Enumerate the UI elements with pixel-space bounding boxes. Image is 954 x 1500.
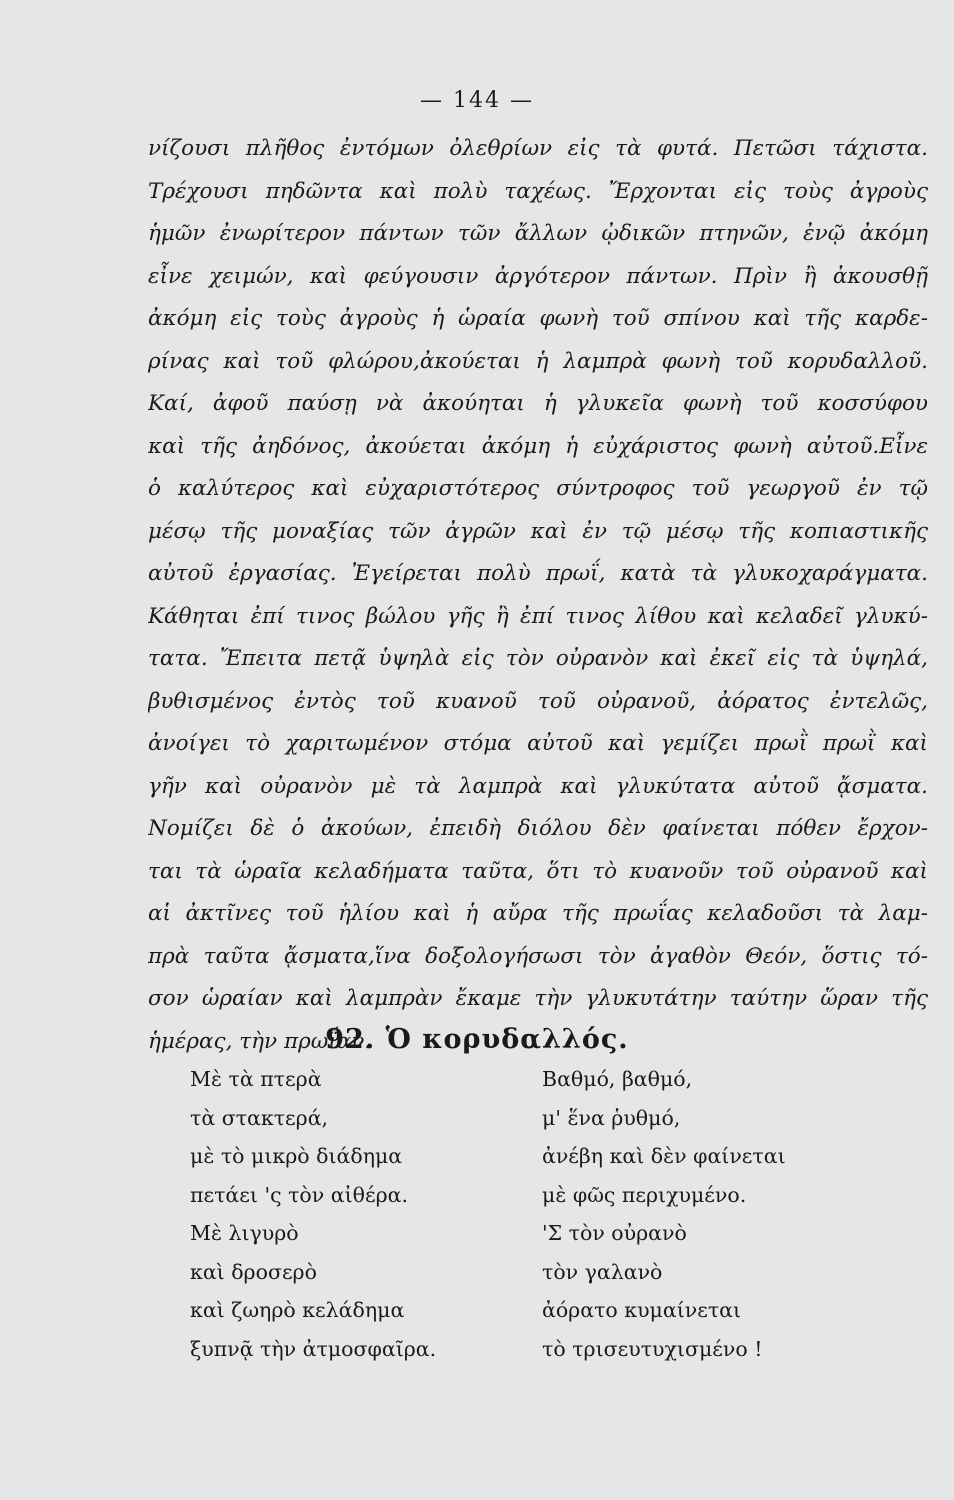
- poem-line: 'Σ τὸν οὐρανὸ: [542, 1221, 687, 1245]
- prose-line: Καί, ἀφοῦ παύσῃ νὰ ἀκούηται ἡ γλυκεῖα φωνὴ τοῦ κοσσύφου: [148, 391, 928, 416]
- poem-line: Μὲ τὰ πτερὰ: [190, 1067, 322, 1091]
- prose-line: αἱ ἀκτῖνες τοῦ ἡλίου καὶ ἡ αὔρα τῆς πρωΐας κελαδοῦσι τὰ λαμ-: [148, 901, 928, 926]
- poem-line: Μὲ λιγυρὸ: [190, 1221, 299, 1245]
- prose-line: ἡμῶν ἐνωρίτερον πάντων τῶν ἄλλων ᾠδικῶν πτηνῶν, ἐνῷ ἀκόμη: [148, 221, 928, 246]
- poem-line: τὸν γαλανὸ: [542, 1259, 663, 1284]
- prose-line: ὁ καλύτερος καὶ εὐχαριστότερος σύντροφος τοῦ γεωργοῦ ἐν τῷ: [148, 476, 928, 501]
- poem-line: καὶ δροσερὸ: [190, 1259, 317, 1284]
- poem-line: τὰ στακτερά,: [190, 1105, 329, 1130]
- poem-line: Βαθμό, βαθμό,: [542, 1067, 693, 1091]
- prose-line: μέσῳ τῆς μοναξίας τῶν ἀγρῶν καὶ ἐν τῷ μέσῳ τῆς κοπιαστικῆς: [148, 518, 928, 544]
- poem-column-right: [542, 1060, 902, 1368]
- section-title: 92. Ὁ κορυδαλλός.: [325, 1024, 629, 1055]
- prose-line: πρὰ ταῦτα ᾄσματα,ἵνα δοξολογήσωσι τὸν ἀγαθὸν Θεόν, ὅστις τό-: [148, 943, 928, 969]
- prose-line: Κάθηται ἐπί τινος βώλου γῆς ἢ ἐπί τινος λίθου καὶ κελαδεῖ γλυκύ-: [148, 603, 928, 629]
- prose-line: ἀκόμη εἰς τοὺς ἀγροὺς ἡ ὡραία φωνὴ τοῦ σπίνου καὶ τῆς καρδε-: [148, 306, 928, 331]
- poem-line: τὸ τρισευτυχισμένο !: [542, 1336, 763, 1361]
- poem-line: μὲ τὸ μικρὸ διάδημα: [190, 1144, 403, 1168]
- prose-line: Νομίζει δὲ ὁ ἀκούων, ἐπειδὴ διόλου δὲν φαίνεται πόθεν ἔρχον-: [148, 816, 928, 841]
- prose-line: γῆν καὶ οὐρανὸν μὲ τὰ λαμπρὰ καὶ γλυκύτατα αὐτοῦ ᾄσματα.: [148, 773, 928, 799]
- prose-line: ἡμέρας, τὴν πρωΐαν.: [148, 1028, 372, 1054]
- prose-line: ρίνας καὶ τοῦ φλώρου,ἀκούεται ἡ λαμπρὰ φωνὴ τοῦ κορυδαλλοῦ.: [148, 348, 928, 374]
- page-number: — 144 —: [420, 88, 534, 113]
- prose-line: νίζουσι πλῆθος ἐντόμων ὀλεθρίων εἰς τὰ φυτά. Πετῶσι τάχιστα.: [148, 136, 928, 161]
- poem-column-left: [190, 1060, 520, 1368]
- prose-line: σον ὡραίαν καὶ λαμπρὰν ἔκαμε τὴν γλυκυτάτην ταύτην ὥραν τῆς: [148, 986, 928, 1011]
- poem-line: μ' ἕνα ῥυθμό,: [542, 1105, 681, 1130]
- poem-line: ξυπνᾷ τὴν ἀτμοσφαῖρα.: [190, 1336, 437, 1361]
- prose-line: ται τὰ ὡραῖα κελαδήματα ταῦτα, ὅτι τὸ κυανοῦν τοῦ οὐρανοῦ καὶ: [148, 858, 928, 884]
- poem-line: ἀνέβη καὶ δὲν φαίνεται: [542, 1144, 786, 1168]
- prose-line: καὶ τῆς ἀηδόνος, ἀκούεται ἀκόμη ἡ εὐχάριστος φωνὴ αὐτοῦ.Εἶνε: [148, 433, 928, 459]
- prose-line: εἶνε χειμών, καὶ φεύγουσιν ἀργότερον πάντων. Πρὶν ἢ ἀκουσθῇ: [148, 263, 928, 289]
- prose-line: αὐτοῦ ἐργασίας. Ἐγείρεται πολὺ πρωΐ, κατὰ τὰ γλυκοχαράγματα.: [148, 561, 928, 586]
- poem-line: καὶ ζωηρὸ κελάδημα: [190, 1298, 405, 1322]
- poem-line: πετάει 'ς τὸν αἰθέρα.: [190, 1182, 409, 1207]
- prose-line: Τρέχουσι πηδῶντα καὶ πολὺ ταχέως. Ἔρχονται εἰς τοὺς ἀγροὺς: [148, 178, 928, 204]
- prose-line: ἀνοίγει τὸ χαριτωμένον στόμα αὐτοῦ καὶ γεμίζει πρωῒ πρωῒ καὶ: [148, 731, 928, 756]
- prose-line: βυθισμένος ἐντὸς τοῦ κυανοῦ τοῦ οὐρανοῦ, ἀόρατος ἐντελῶς,: [148, 688, 928, 714]
- prose-paragraph: [148, 128, 928, 1063]
- poem-line: ἀόρατο κυμαίνεται: [542, 1298, 742, 1322]
- poem-line: μὲ φῶς περιχυμένο.: [542, 1182, 747, 1207]
- prose-line: τατα. Ἔπειτα πετᾷ ὑψηλὰ εἰς τὸν οὐρανὸν καὶ ἐκεῖ εἰς τὰ ὑψηλά,: [148, 646, 928, 671]
